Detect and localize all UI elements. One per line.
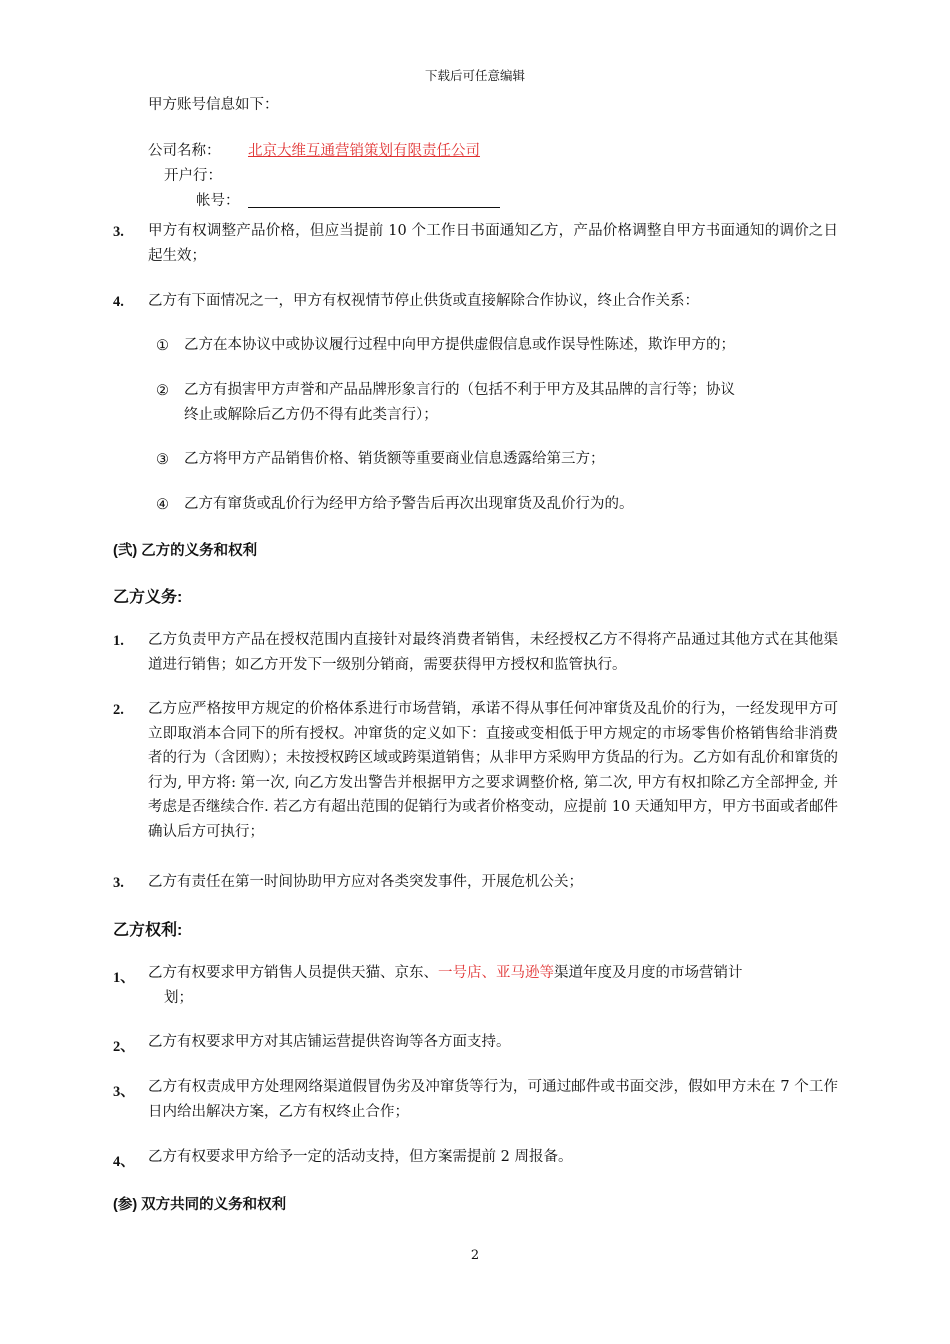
sub-item-text: 乙方有窜货或乱价行为经甲方给予警告后再次出现窜货及乱价行为的。 [184,496,634,512]
account-blank-line [248,207,500,208]
right-number: 3、 [113,1084,135,1100]
sub-item-text: 乙方将甲方产品销售价格、销货额等重要商业信息透露给第三方； [184,451,605,467]
section-title: (弐) 乙方的义务和权利 [113,543,258,559]
duty-text: 乙方有责任在第一时间协助甲方应对各类突发事件，开展危机公关； [148,874,583,890]
company-label: 公司名称： [148,143,221,159]
section-title: (参) 双方共同的义务和权利 [113,1197,287,1213]
sub-item-mark: ① [156,338,169,354]
duty-number: 2. [113,702,124,718]
item-text: 甲方有权调整产品价格，但应当提前 10 个工作日书面通知乙方，产品价格调整自甲方书面通知的调价之日起生效； [148,223,838,264]
sub-item-mark: ③ [156,452,169,468]
bank-label: 开户行： [164,168,222,184]
company-name: 北京大维互通营销策划有限责任公司 [248,143,480,159]
right-text-highlight: 一号店、亚马逊等 [438,965,554,981]
page-number: 2 [470,1248,480,1263]
right-number: 2、 [113,1039,135,1055]
right-text: 乙方有权要求甲方对其店铺运营提供咨询等各方面支持。 [148,1034,511,1050]
right-number: 1、 [113,970,135,986]
right-text: 乙方有权责成甲方处理网络渠道假冒伪劣及冲窜货等行为，可通过邮件或书面交涉，假如甲方未在 7 个工作日内给出解决方案，乙方有权终止合作； [148,1079,838,1120]
item-number: 4. [113,294,124,310]
item-number: 3. [113,224,124,240]
duty-heading: 乙方义务: [113,589,183,606]
sub-item-text-cont: 终止或解除后乙方仍不得有此类言行）； [184,407,438,423]
right-text-pre: 乙方有权要求甲方销售人员提供天猫、京东、 [148,965,438,981]
duty-text: 乙方应严格按甲方规定的价格体系进行市场营销，承诺不得从事任何冲窜货及乱价的行为，一经发现甲方可立即取消本合同下的所有授权。冲窜货的定义如下：直接或变相低于甲方规定的市场零售价格销售给非消费者的行为（含团购）；未按授权跨区域或跨渠道销售；从非甲方采购甲方货品的行为。乙方如有乱价和窜货的行为, 甲方将: 第一次, 向乙方发出警告并根据甲方之要求调整价格, 第二次, 甲方有权扣除乙方全部押金, 并考虑是否继续合作. 若乙方有超出范围的促销行为或者价格变动，应提前 10 天通知甲方，甲方书面或者邮件确认后方可执行； [148,701,838,840]
page-header: 下载后可任意编辑 [424,68,525,83]
right-text-post: 渠道年度及月度的市场营销计 [554,965,743,981]
sub-item-text: 乙方有损害甲方声誉和产品品牌形象言行的（包括不利于甲方及其品牌的言行等；协议 [184,382,735,398]
duty-number: 1. [113,633,124,649]
sub-item-mark: ④ [156,497,169,513]
right-text-cont: 划； [164,990,193,1006]
right-text [148,961,743,986]
right-text: 乙方有权要求甲方给予一定的活动支持，但方案需提前 2 周报备。 [148,1149,573,1165]
sub-item-text: 乙方在本协议中或协议履行过程中向甲方提供虚假信息或作误导性陈述，欺诈甲方的； [184,337,735,353]
duty-text: 乙方负责甲方产品在授权范围内直接针对最终消费者销售，未经授权乙方不得将产品通过其他方式在其他渠道进行销售；如乙方开发下一级别分销商，需要获得甲方授权和监管执行。 [148,632,838,673]
right-number: 4、 [113,1154,135,1170]
account-intro: 甲方账号信息如下： [148,97,279,113]
rights-heading: 乙方权利: [113,922,183,939]
account-label: 帐号： [196,193,240,209]
item-text: 乙方有下面情况之一，甲方有权视情节停止供货或直接解除合作协议，终止合作关系： [148,293,699,309]
duty-number: 3. [113,875,124,891]
sub-item-mark: ② [156,383,169,399]
